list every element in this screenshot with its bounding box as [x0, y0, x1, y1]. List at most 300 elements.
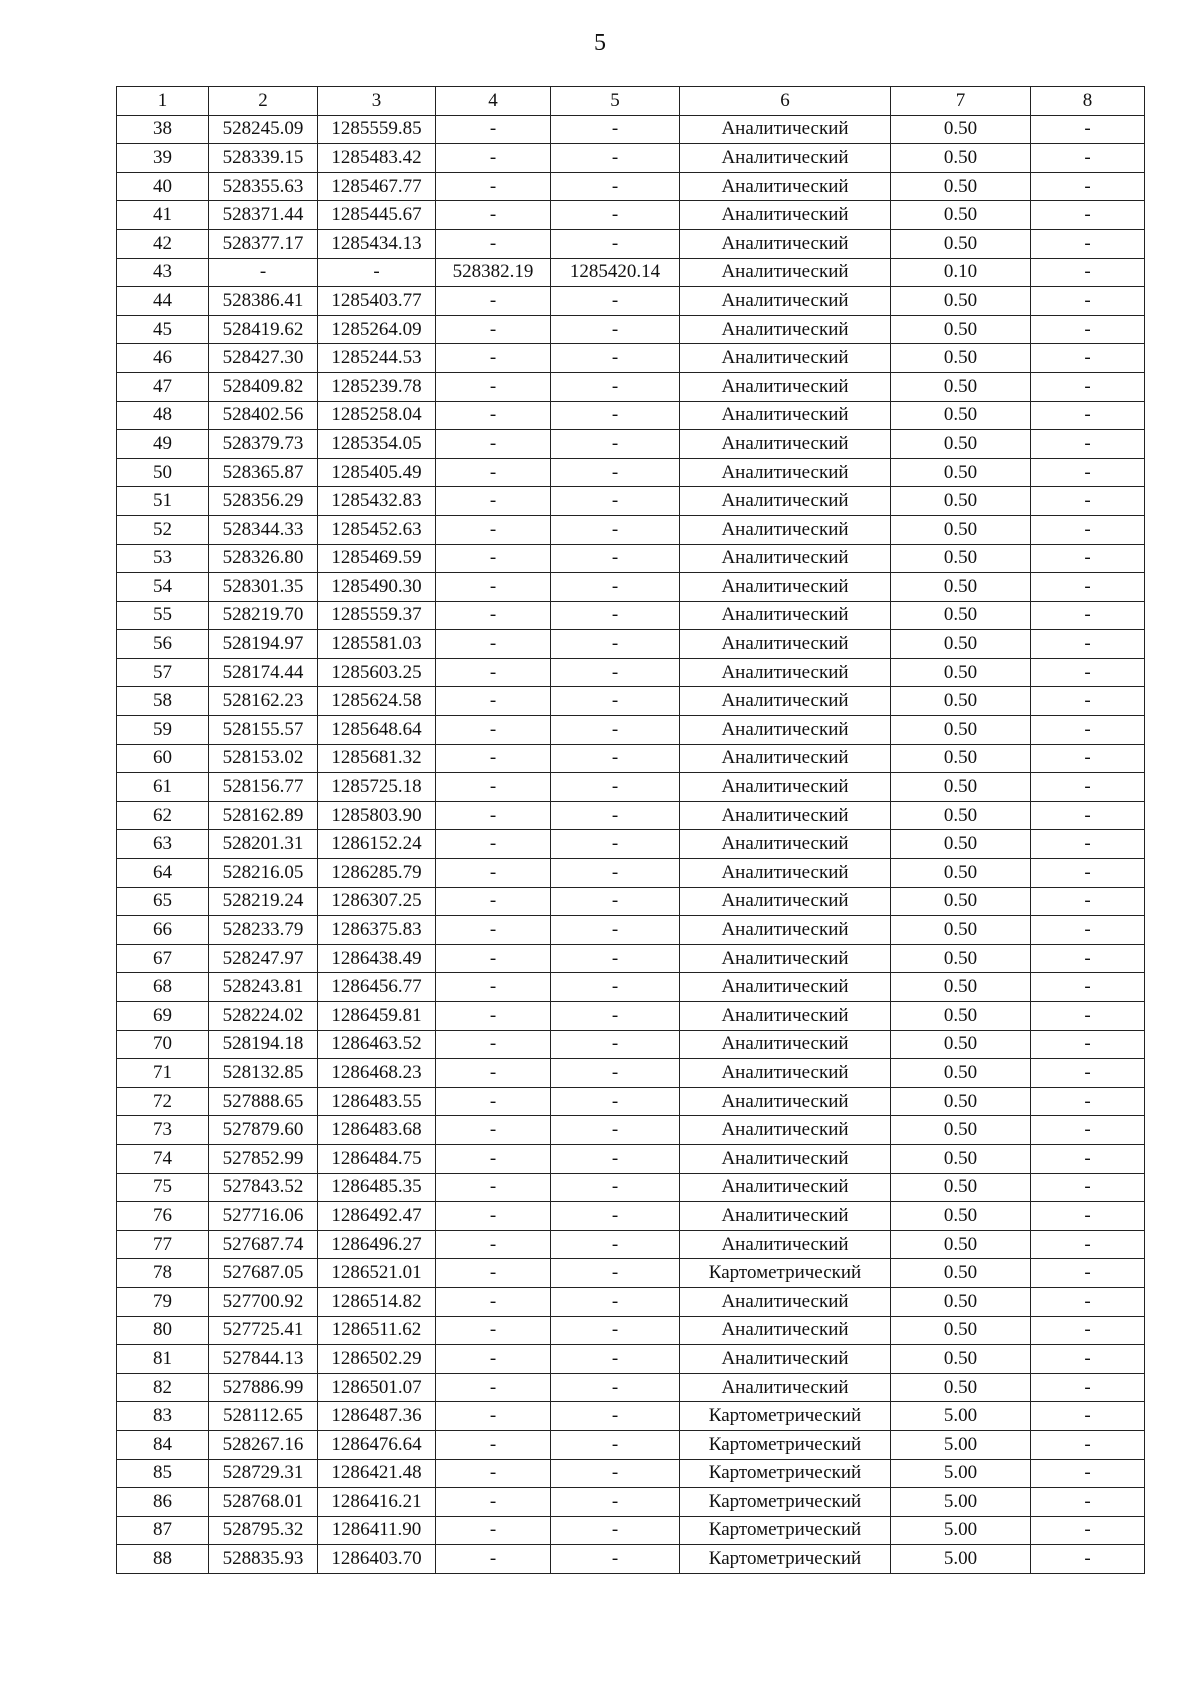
note-cell-cell: - [1031, 1202, 1145, 1231]
x-coordinate-alt-cell: - [436, 1516, 551, 1545]
y-coordinate-cell: 1286421.48 [318, 1459, 436, 1488]
x-coordinate-alt-cell: - [436, 1545, 551, 1574]
point-number-cell: 74 [117, 1144, 209, 1173]
note-cell-cell: - [1031, 1259, 1145, 1288]
y-coordinate-cell: 1285803.90 [318, 801, 436, 830]
x-coordinate-alt-cell: - [436, 630, 551, 659]
y-coordinate-cell: 1285648.64 [318, 716, 436, 745]
note-cell-cell: - [1031, 430, 1145, 459]
note-cell-cell: - [1031, 115, 1145, 144]
x-coordinate-cell: 528427.30 [209, 344, 318, 373]
note-cell-cell: - [1031, 830, 1145, 859]
point-number-cell: 75 [117, 1173, 209, 1202]
accuracy-value-cell: 0.50 [891, 1287, 1031, 1316]
x-coordinate-alt-cell: - [436, 1402, 551, 1431]
table-row [117, 344, 1145, 373]
x-coordinate-alt-cell: - [436, 544, 551, 573]
column-header: 1 [117, 87, 209, 116]
x-coordinate-alt-cell: - [436, 1488, 551, 1517]
x-coordinate-cell: 528729.31 [209, 1459, 318, 1488]
y-coordinate-cell: 1285681.32 [318, 744, 436, 773]
accuracy-value-cell: 5.00 [891, 1430, 1031, 1459]
point-number-cell: 53 [117, 544, 209, 573]
table-row [117, 801, 1145, 830]
note-cell-cell: - [1031, 859, 1145, 888]
y-coordinate-alt-cell: - [551, 1430, 680, 1459]
x-coordinate-alt-cell: - [436, 1030, 551, 1059]
x-coordinate-cell: 528162.23 [209, 687, 318, 716]
determination-method-cell: Аналитический [680, 687, 891, 716]
x-coordinate-alt-cell: - [436, 201, 551, 230]
accuracy-value-cell: 0.50 [891, 1059, 1031, 1088]
y-coordinate-alt-cell: - [551, 1116, 680, 1145]
determination-method-cell: Аналитический [680, 401, 891, 430]
y-coordinate-alt-cell: - [551, 744, 680, 773]
table-row [117, 1030, 1145, 1059]
x-coordinate-cell: 528162.89 [209, 801, 318, 830]
determination-method-cell: Аналитический [680, 115, 891, 144]
note-cell-cell: - [1031, 573, 1145, 602]
table-row [117, 1259, 1145, 1288]
note-cell-cell: - [1031, 458, 1145, 487]
x-coordinate-cell: 527852.99 [209, 1144, 318, 1173]
note-cell-cell: - [1031, 916, 1145, 945]
y-coordinate-alt-cell: - [551, 1287, 680, 1316]
determination-method-cell: Аналитический [680, 658, 891, 687]
y-coordinate-cell: 1286484.75 [318, 1144, 436, 1173]
accuracy-value-cell: 0.50 [891, 630, 1031, 659]
note-cell-cell: - [1031, 630, 1145, 659]
note-cell-cell: - [1031, 658, 1145, 687]
y-coordinate-alt-cell: - [551, 801, 680, 830]
accuracy-value-cell: 0.50 [891, 1316, 1031, 1345]
y-coordinate-cell: 1286483.68 [318, 1116, 436, 1145]
accuracy-value-cell: 0.50 [891, 172, 1031, 201]
accuracy-value-cell: 0.50 [891, 401, 1031, 430]
table-row [117, 115, 1145, 144]
y-coordinate-cell: 1285258.04 [318, 401, 436, 430]
y-coordinate-alt-cell: - [551, 916, 680, 945]
note-cell-cell: - [1031, 544, 1145, 573]
point-number-cell: 62 [117, 801, 209, 830]
y-coordinate-cell: 1285467.77 [318, 172, 436, 201]
page-number: 5 [594, 30, 606, 56]
y-coordinate-cell: 1285405.49 [318, 458, 436, 487]
x-coordinate-alt-cell: - [436, 1144, 551, 1173]
point-number-cell: 82 [117, 1373, 209, 1402]
determination-method-cell: Аналитический [680, 887, 891, 916]
x-coordinate-cell: - [209, 258, 318, 287]
y-coordinate-cell: 1285469.59 [318, 544, 436, 573]
x-coordinate-cell: 528365.87 [209, 458, 318, 487]
x-coordinate-alt-cell: - [436, 887, 551, 916]
note-cell-cell: - [1031, 687, 1145, 716]
note-cell-cell: - [1031, 487, 1145, 516]
column-header: 7 [891, 87, 1031, 116]
y-coordinate-cell: 1285725.18 [318, 773, 436, 802]
x-coordinate-alt-cell: - [436, 716, 551, 745]
x-coordinate-alt-cell: - [436, 1373, 551, 1402]
determination-method-cell: Аналитический [680, 287, 891, 316]
accuracy-value-cell: 0.50 [891, 344, 1031, 373]
accuracy-value-cell: 0.50 [891, 1259, 1031, 1288]
table-row [117, 1402, 1145, 1431]
point-number-cell: 39 [117, 144, 209, 173]
x-coordinate-cell: 528156.77 [209, 773, 318, 802]
table-row [117, 258, 1145, 287]
point-number-cell: 45 [117, 315, 209, 344]
accuracy-value-cell: 0.50 [891, 916, 1031, 945]
point-number-cell: 50 [117, 458, 209, 487]
y-coordinate-alt-cell: - [551, 687, 680, 716]
y-coordinate-alt-cell: - [551, 658, 680, 687]
note-cell-cell: - [1031, 1488, 1145, 1517]
y-coordinate-cell: 1286485.35 [318, 1173, 436, 1202]
x-coordinate-cell: 528224.02 [209, 1002, 318, 1031]
note-cell-cell: - [1031, 1545, 1145, 1574]
accuracy-value-cell: 5.00 [891, 1459, 1031, 1488]
point-number-cell: 70 [117, 1030, 209, 1059]
determination-method-cell: Аналитический [680, 1173, 891, 1202]
column-header: 5 [551, 87, 680, 116]
accuracy-value-cell: 0.50 [891, 716, 1031, 745]
accuracy-value-cell: 0.50 [891, 573, 1031, 602]
note-cell-cell: - [1031, 944, 1145, 973]
note-cell-cell: - [1031, 1430, 1145, 1459]
accuracy-value-cell: 5.00 [891, 1402, 1031, 1431]
y-coordinate-cell: 1285239.78 [318, 372, 436, 401]
accuracy-value-cell: 0.50 [891, 973, 1031, 1002]
x-coordinate-cell: 527888.65 [209, 1087, 318, 1116]
table-row [117, 1316, 1145, 1345]
y-coordinate-alt-cell: - [551, 1316, 680, 1345]
table-header-row [117, 87, 1145, 116]
determination-method-cell: Аналитический [680, 973, 891, 1002]
determination-method-cell: Аналитический [680, 1059, 891, 1088]
table-row [117, 315, 1145, 344]
point-number-cell: 86 [117, 1488, 209, 1517]
accuracy-value-cell: 0.50 [891, 859, 1031, 888]
point-number-cell: 79 [117, 1287, 209, 1316]
accuracy-value-cell: 0.50 [891, 515, 1031, 544]
point-number-cell: 66 [117, 916, 209, 945]
table-row [117, 1345, 1145, 1374]
x-coordinate-alt-cell: - [436, 229, 551, 258]
note-cell-cell: - [1031, 887, 1145, 916]
determination-method-cell: Аналитический [680, 1316, 891, 1345]
y-coordinate-cell: 1285483.42 [318, 144, 436, 173]
determination-method-cell: Аналитический [680, 744, 891, 773]
table-row [117, 658, 1145, 687]
note-cell-cell: - [1031, 401, 1145, 430]
y-coordinate-alt-cell: - [551, 201, 680, 230]
determination-method-cell: Аналитический [680, 515, 891, 544]
table-row [117, 887, 1145, 916]
point-number-cell: 65 [117, 887, 209, 916]
determination-method-cell: Аналитический [680, 944, 891, 973]
x-coordinate-cell: 528153.02 [209, 744, 318, 773]
accuracy-value-cell: 0.50 [891, 687, 1031, 716]
y-coordinate-alt-cell: - [551, 1402, 680, 1431]
determination-method-cell: Аналитический [680, 372, 891, 401]
determination-method-cell: Аналитический [680, 830, 891, 859]
point-number-cell: 49 [117, 430, 209, 459]
y-coordinate-cell: 1286459.81 [318, 1002, 436, 1031]
point-number-cell: 80 [117, 1316, 209, 1345]
point-number-cell: 56 [117, 630, 209, 659]
y-coordinate-cell: 1285603.25 [318, 658, 436, 687]
table-row [117, 144, 1145, 173]
point-number-cell: 76 [117, 1202, 209, 1231]
x-coordinate-alt-cell: - [436, 1230, 551, 1259]
y-coordinate-alt-cell: - [551, 1059, 680, 1088]
x-coordinate-cell: 528768.01 [209, 1488, 318, 1517]
point-number-cell: 68 [117, 973, 209, 1002]
x-coordinate-cell: 528377.17 [209, 229, 318, 258]
x-coordinate-cell: 528245.09 [209, 115, 318, 144]
determination-method-cell: Аналитический [680, 1087, 891, 1116]
y-coordinate-alt-cell: - [551, 716, 680, 745]
note-cell-cell: - [1031, 1030, 1145, 1059]
determination-method-cell: Аналитический [680, 1287, 891, 1316]
accuracy-value-cell: 0.50 [891, 1373, 1031, 1402]
y-coordinate-alt-cell: - [551, 1030, 680, 1059]
note-cell-cell: - [1031, 258, 1145, 287]
x-coordinate-alt-cell: - [436, 801, 551, 830]
column-header: 8 [1031, 87, 1145, 116]
x-coordinate-cell: 527700.92 [209, 1287, 318, 1316]
x-coordinate-cell: 528795.32 [209, 1516, 318, 1545]
point-number-cell: 60 [117, 744, 209, 773]
x-coordinate-cell: 528371.44 [209, 201, 318, 230]
y-coordinate-cell: 1285244.53 [318, 344, 436, 373]
x-coordinate-alt-cell: - [436, 1316, 551, 1345]
point-number-cell: 71 [117, 1059, 209, 1088]
table-row [117, 859, 1145, 888]
table-row [117, 1087, 1145, 1116]
determination-method-cell: Аналитический [680, 1002, 891, 1031]
x-coordinate-cell: 528201.31 [209, 830, 318, 859]
point-number-cell: 69 [117, 1002, 209, 1031]
determination-method-cell: Аналитический [680, 258, 891, 287]
x-coordinate-alt-cell: - [436, 430, 551, 459]
accuracy-value-cell: 0.50 [891, 887, 1031, 916]
y-coordinate-alt-cell: - [551, 458, 680, 487]
point-number-cell: 52 [117, 515, 209, 544]
determination-method-cell: Аналитический [680, 1116, 891, 1145]
x-coordinate-alt-cell: - [436, 1345, 551, 1374]
point-number-cell: 61 [117, 773, 209, 802]
note-cell-cell: - [1031, 144, 1145, 173]
note-cell-cell: - [1031, 1345, 1145, 1374]
accuracy-value-cell: 0.50 [891, 601, 1031, 630]
determination-method-cell: Аналитический [680, 801, 891, 830]
x-coordinate-alt-cell: - [436, 1002, 551, 1031]
x-coordinate-cell: 528339.15 [209, 144, 318, 173]
y-coordinate-alt-cell: - [551, 1488, 680, 1517]
note-cell-cell: - [1031, 172, 1145, 201]
accuracy-value-cell: 0.50 [891, 201, 1031, 230]
accuracy-value-cell: 0.50 [891, 1173, 1031, 1202]
table-row [117, 687, 1145, 716]
point-number-cell: 48 [117, 401, 209, 430]
x-coordinate-cell: 527886.99 [209, 1373, 318, 1402]
note-cell-cell: - [1031, 1002, 1145, 1031]
determination-method-cell: Аналитический [680, 1030, 891, 1059]
x-coordinate-alt-cell: - [436, 1259, 551, 1288]
determination-method-cell: Картометрический [680, 1259, 891, 1288]
note-cell-cell: - [1031, 801, 1145, 830]
y-coordinate-cell: 1285559.85 [318, 115, 436, 144]
accuracy-value-cell: 0.50 [891, 773, 1031, 802]
determination-method-cell: Аналитический [680, 144, 891, 173]
x-coordinate-alt-cell: - [436, 344, 551, 373]
accuracy-value-cell: 0.50 [891, 315, 1031, 344]
x-coordinate-cell: 527843.52 [209, 1173, 318, 1202]
y-coordinate-cell: 1286492.47 [318, 1202, 436, 1231]
x-coordinate-alt-cell: - [436, 1059, 551, 1088]
y-coordinate-alt-cell: - [551, 1545, 680, 1574]
determination-method-cell: Аналитический [680, 1230, 891, 1259]
y-coordinate-alt-cell: - [551, 830, 680, 859]
y-coordinate-cell: 1286375.83 [318, 916, 436, 945]
y-coordinate-alt-cell: - [551, 773, 680, 802]
y-coordinate-alt-cell: - [551, 172, 680, 201]
x-coordinate-alt-cell: - [436, 144, 551, 173]
determination-method-cell: Аналитический [680, 1202, 891, 1231]
table-row [117, 630, 1145, 659]
note-cell-cell: - [1031, 229, 1145, 258]
y-coordinate-alt-cell: - [551, 1230, 680, 1259]
x-coordinate-cell: 527687.74 [209, 1230, 318, 1259]
x-coordinate-cell: 528419.62 [209, 315, 318, 344]
x-coordinate-alt-cell: - [436, 687, 551, 716]
y-coordinate-alt-cell: - [551, 372, 680, 401]
table-row [117, 287, 1145, 316]
note-cell-cell: - [1031, 1287, 1145, 1316]
table-row [117, 1116, 1145, 1145]
y-coordinate-cell: 1285445.67 [318, 201, 436, 230]
x-coordinate-cell: 528355.63 [209, 172, 318, 201]
x-coordinate-alt-cell: - [436, 973, 551, 1002]
x-coordinate-cell: 528326.80 [209, 544, 318, 573]
accuracy-value-cell: 0.50 [891, 1345, 1031, 1374]
determination-method-cell: Аналитический [680, 916, 891, 945]
table-row [117, 944, 1145, 973]
table-row [117, 1287, 1145, 1316]
table-row [117, 744, 1145, 773]
point-number-cell: 51 [117, 487, 209, 516]
accuracy-value-cell: 0.50 [891, 487, 1031, 516]
determination-method-cell: Аналитический [680, 458, 891, 487]
y-coordinate-alt-cell: - [551, 515, 680, 544]
determination-method-cell: Аналитический [680, 544, 891, 573]
y-coordinate-alt-cell: - [551, 487, 680, 516]
x-coordinate-alt-cell: - [436, 744, 551, 773]
point-number-cell: 38 [117, 115, 209, 144]
x-coordinate-cell: 527687.05 [209, 1259, 318, 1288]
y-coordinate-cell: 1286501.07 [318, 1373, 436, 1402]
y-coordinate-cell: 1286403.70 [318, 1545, 436, 1574]
x-coordinate-cell: 528194.97 [209, 630, 318, 659]
table-row [117, 1373, 1145, 1402]
table-row [117, 1488, 1145, 1517]
point-number-cell: 88 [117, 1545, 209, 1574]
y-coordinate-alt-cell: - [551, 1373, 680, 1402]
y-coordinate-cell: 1286416.21 [318, 1488, 436, 1517]
x-coordinate-alt-cell: - [436, 287, 551, 316]
point-number-cell: 83 [117, 1402, 209, 1431]
determination-method-cell: Аналитический [680, 430, 891, 459]
x-coordinate-cell: 528112.65 [209, 1402, 318, 1431]
x-coordinate-cell: 527879.60 [209, 1116, 318, 1145]
y-coordinate-cell: 1286411.90 [318, 1516, 436, 1545]
table-row [117, 458, 1145, 487]
x-coordinate-alt-cell: - [436, 115, 551, 144]
y-coordinate-cell: - [318, 258, 436, 287]
accuracy-value-cell: 0.50 [891, 144, 1031, 173]
y-coordinate-cell: 1285354.05 [318, 430, 436, 459]
table-row [117, 1059, 1145, 1088]
note-cell-cell: - [1031, 1516, 1145, 1545]
accuracy-value-cell: 0.50 [891, 658, 1031, 687]
accuracy-value-cell: 0.50 [891, 1144, 1031, 1173]
x-coordinate-alt-cell: - [436, 372, 551, 401]
table-row [117, 1459, 1145, 1488]
y-coordinate-cell: 1286496.27 [318, 1230, 436, 1259]
x-coordinate-alt-cell: - [436, 1202, 551, 1231]
y-coordinate-cell: 1285432.83 [318, 487, 436, 516]
accuracy-value-cell: 0.50 [891, 744, 1031, 773]
table-row [117, 1173, 1145, 1202]
coordinates-table [116, 86, 1145, 1574]
table-row [117, 1002, 1145, 1031]
point-number-cell: 42 [117, 229, 209, 258]
determination-method-cell: Аналитический [680, 315, 891, 344]
table-row [117, 229, 1145, 258]
x-coordinate-alt-cell: - [436, 315, 551, 344]
y-coordinate-alt-cell: - [551, 1087, 680, 1116]
determination-method-cell: Картометрический [680, 1430, 891, 1459]
accuracy-value-cell: 5.00 [891, 1545, 1031, 1574]
note-cell-cell: - [1031, 1059, 1145, 1088]
y-coordinate-alt-cell: - [551, 344, 680, 373]
x-coordinate-cell: 528243.81 [209, 973, 318, 1002]
determination-method-cell: Аналитический [680, 859, 891, 888]
note-cell-cell: - [1031, 1402, 1145, 1431]
y-coordinate-alt-cell: - [551, 315, 680, 344]
point-number-cell: 41 [117, 201, 209, 230]
note-cell-cell: - [1031, 372, 1145, 401]
x-coordinate-alt-cell: - [436, 658, 551, 687]
note-cell-cell: - [1031, 515, 1145, 544]
x-coordinate-alt-cell: - [436, 1287, 551, 1316]
x-coordinate-alt-cell: - [436, 1173, 551, 1202]
point-number-cell: 72 [117, 1087, 209, 1116]
point-number-cell: 57 [117, 658, 209, 687]
determination-method-cell: Аналитический [680, 344, 891, 373]
determination-method-cell: Аналитический [680, 1144, 891, 1173]
determination-method-cell: Аналитический [680, 172, 891, 201]
determination-method-cell: Аналитический [680, 229, 891, 258]
y-coordinate-cell: 1286456.77 [318, 973, 436, 1002]
x-coordinate-cell: 528379.73 [209, 430, 318, 459]
point-number-cell: 77 [117, 1230, 209, 1259]
accuracy-value-cell: 0.50 [891, 944, 1031, 973]
accuracy-value-cell: 0.50 [891, 287, 1031, 316]
x-coordinate-cell: 528402.56 [209, 401, 318, 430]
y-coordinate-cell: 1286487.36 [318, 1402, 436, 1431]
